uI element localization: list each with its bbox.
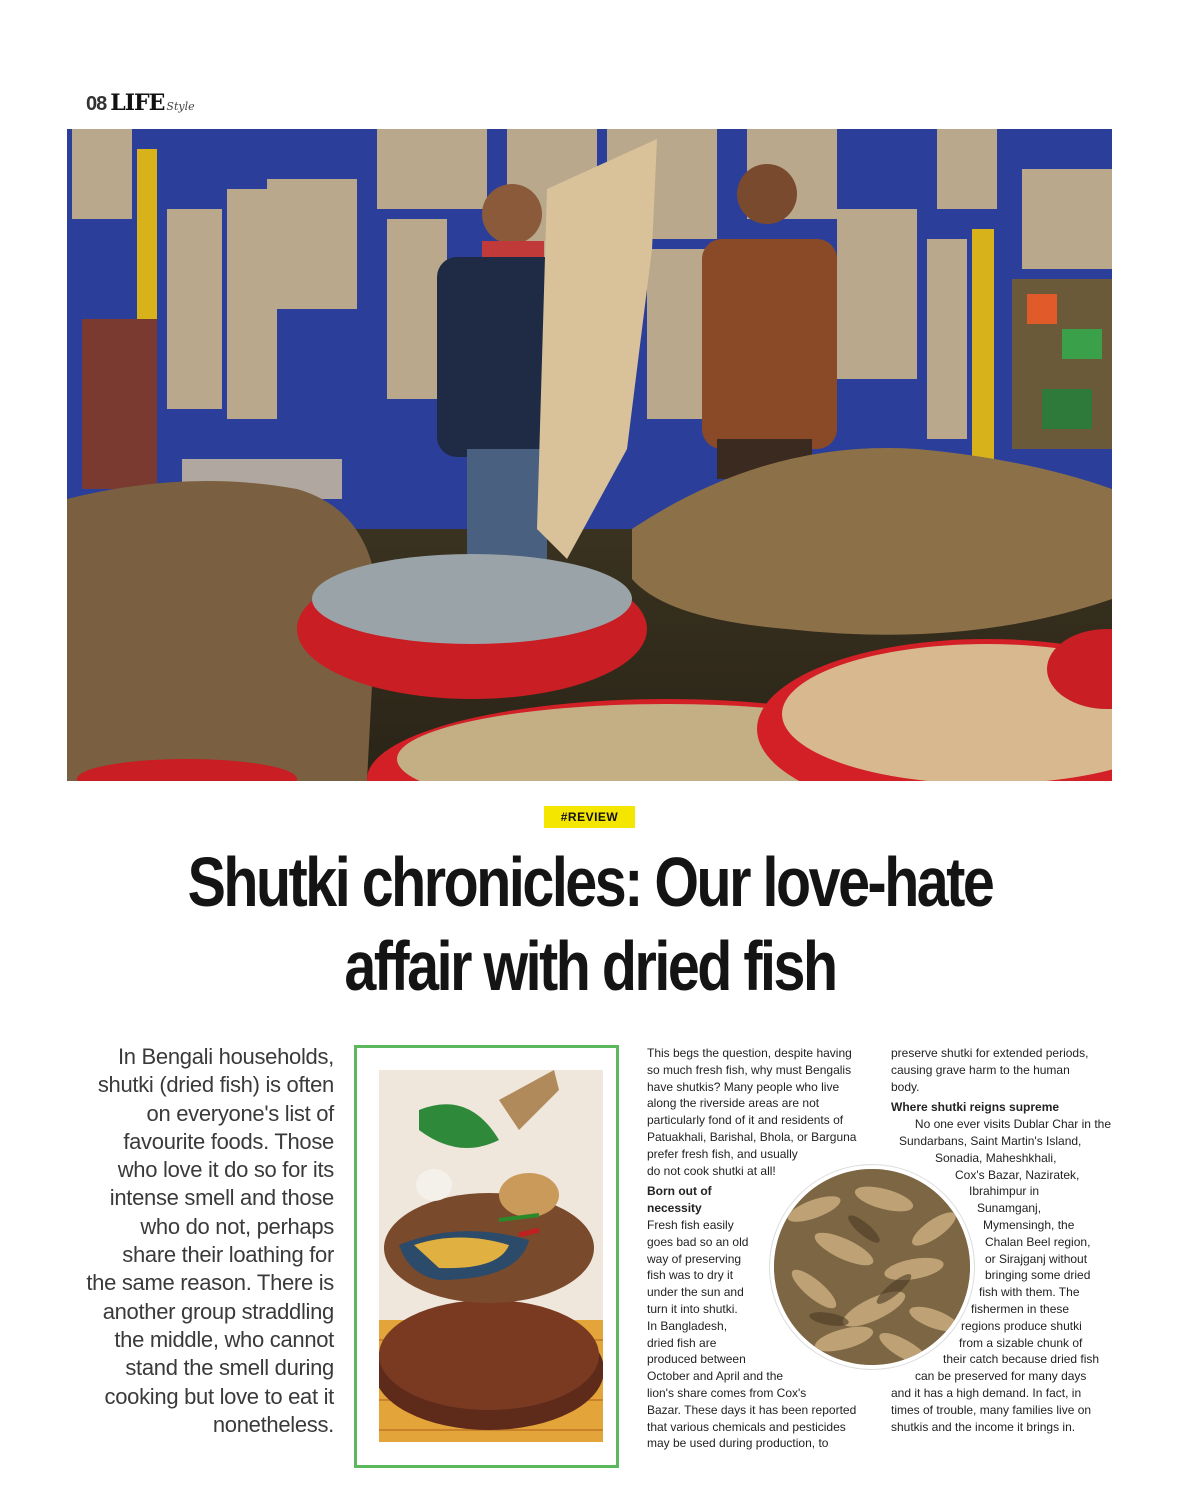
col2-line: Sundarbans, Saint Martin's Island, xyxy=(899,1133,1082,1148)
intro-line: favourite foods. Those xyxy=(123,1128,334,1154)
intro-line: who love it do so for its xyxy=(117,1157,334,1183)
col1-line: Bazar. These days it has been reported xyxy=(647,1402,857,1417)
page-number: 08 xyxy=(86,93,107,115)
intro-line: stand the smell during xyxy=(125,1355,334,1381)
col1-line: Patuakhali, Barishal, Bhola, or Barguna xyxy=(647,1129,857,1144)
col1-line: have shutkis? Many people who live xyxy=(647,1079,840,1094)
col2-line: or Sirajganj without xyxy=(985,1251,1088,1266)
intro-line: the same reason. There is xyxy=(86,1270,334,1296)
col2-line: No one ever visits Dublar Char in the xyxy=(914,1117,1111,1132)
col1-line: along the riverside areas are not xyxy=(647,1096,820,1111)
col2-line: causing grave harm to the human xyxy=(891,1062,1070,1077)
intro-line: the middle, who cannot xyxy=(114,1326,334,1352)
intro-line: share their loathing for xyxy=(122,1242,334,1268)
subhead-born-out-of-necessity: necessity xyxy=(647,1201,702,1216)
hero-photo xyxy=(67,129,1112,781)
headline-line-2: affair with dried fish xyxy=(344,927,836,1005)
col1-line: fish was to dry it xyxy=(647,1268,734,1283)
col1-line: prefer fresh fish, and usually xyxy=(647,1146,798,1161)
col2-line: body. xyxy=(891,1079,920,1094)
food-photo-frame xyxy=(354,1045,619,1468)
intro-line: cooking but love to eat it xyxy=(104,1383,334,1409)
col2-line: fishermen in these xyxy=(971,1301,1070,1316)
col2-line: Sonadia, Maheshkhali, xyxy=(935,1150,1057,1165)
intro-line: In Bengali households, xyxy=(117,1044,334,1069)
col2-line: can be preserved for many days xyxy=(915,1369,1087,1384)
col1-line: may be used during production, to xyxy=(647,1436,829,1451)
col2-line: regions produce shutki xyxy=(961,1318,1082,1333)
intro-line: nonetheless. xyxy=(212,1411,334,1437)
article-column-2 xyxy=(891,1045,1116,1435)
col2-line: Ibrahimpur in xyxy=(969,1184,1040,1199)
headline xyxy=(155,840,1024,1008)
subhead-born-out-of-necessity: Born out of xyxy=(647,1184,712,1199)
intro-line: on everyone's list of xyxy=(146,1100,334,1126)
col1-line: goes bad so an old xyxy=(647,1234,749,1249)
col1-line: turn it into shutki. xyxy=(647,1301,738,1316)
magazine-logo: LIFE xyxy=(110,90,165,116)
col2-line: from a sizable chunk of xyxy=(959,1335,1083,1350)
col2-line: shutkis and the income it brings in. xyxy=(891,1419,1076,1434)
col1-line: that various chemicals and pesticides xyxy=(647,1419,846,1434)
intro-paragraph xyxy=(66,1043,334,1439)
col2-line: bringing some dried xyxy=(985,1268,1091,1283)
col1-line: dried fish are xyxy=(647,1335,717,1350)
col1-line: under the sun and xyxy=(647,1285,744,1300)
col1-line: do not cook shutki at all! xyxy=(647,1163,776,1178)
col1-line: lion's share comes from Cox's xyxy=(647,1385,807,1400)
col2-line: Mymensingh, the xyxy=(983,1217,1075,1232)
col1-line: so much fresh fish, why must Bengalis xyxy=(647,1062,852,1077)
col2-line: preserve shutki for extended periods, xyxy=(891,1046,1089,1060)
col1-line: Fresh fish easily xyxy=(647,1217,734,1232)
review-tag: #REVIEW xyxy=(544,806,635,828)
food-photo xyxy=(379,1070,603,1442)
col1-line: October and April and the xyxy=(647,1369,784,1384)
col2-line: Sunamganj, xyxy=(977,1201,1042,1216)
col1-line: way of preserving xyxy=(647,1251,742,1266)
intro-line: another group straddling xyxy=(102,1298,334,1324)
col1-line: This begs the question, despite having xyxy=(647,1046,852,1060)
col2-line: their catch because dried fish xyxy=(943,1352,1100,1367)
col2-line: times of trouble, many families live on xyxy=(891,1402,1092,1417)
intro-line: intense smell and those xyxy=(109,1185,334,1211)
page-header xyxy=(86,86,195,116)
magazine-logo-sub: Style xyxy=(166,100,195,113)
headline-line-1: Shutki chronicles: Our love-hate xyxy=(187,843,993,921)
col2-line: and it has a high demand. In fact, in xyxy=(891,1385,1082,1400)
col1-line: In Bangladesh, xyxy=(647,1318,728,1333)
subhead-where-shutki-reigns: Where shutki reigns supreme xyxy=(891,1100,1060,1115)
intro-line: shutki (dried fish) is often xyxy=(97,1072,334,1098)
col2-line: Cox's Bazar, Naziratek, xyxy=(955,1167,1080,1182)
col1-line: produced between xyxy=(647,1352,746,1367)
intro-line: who do not, perhaps xyxy=(140,1213,334,1239)
col2-line: Chalan Beel region, xyxy=(985,1234,1091,1249)
col1-line: particularly fond of it and residents of xyxy=(647,1113,844,1128)
col2-line: fish with them. The xyxy=(979,1285,1080,1300)
